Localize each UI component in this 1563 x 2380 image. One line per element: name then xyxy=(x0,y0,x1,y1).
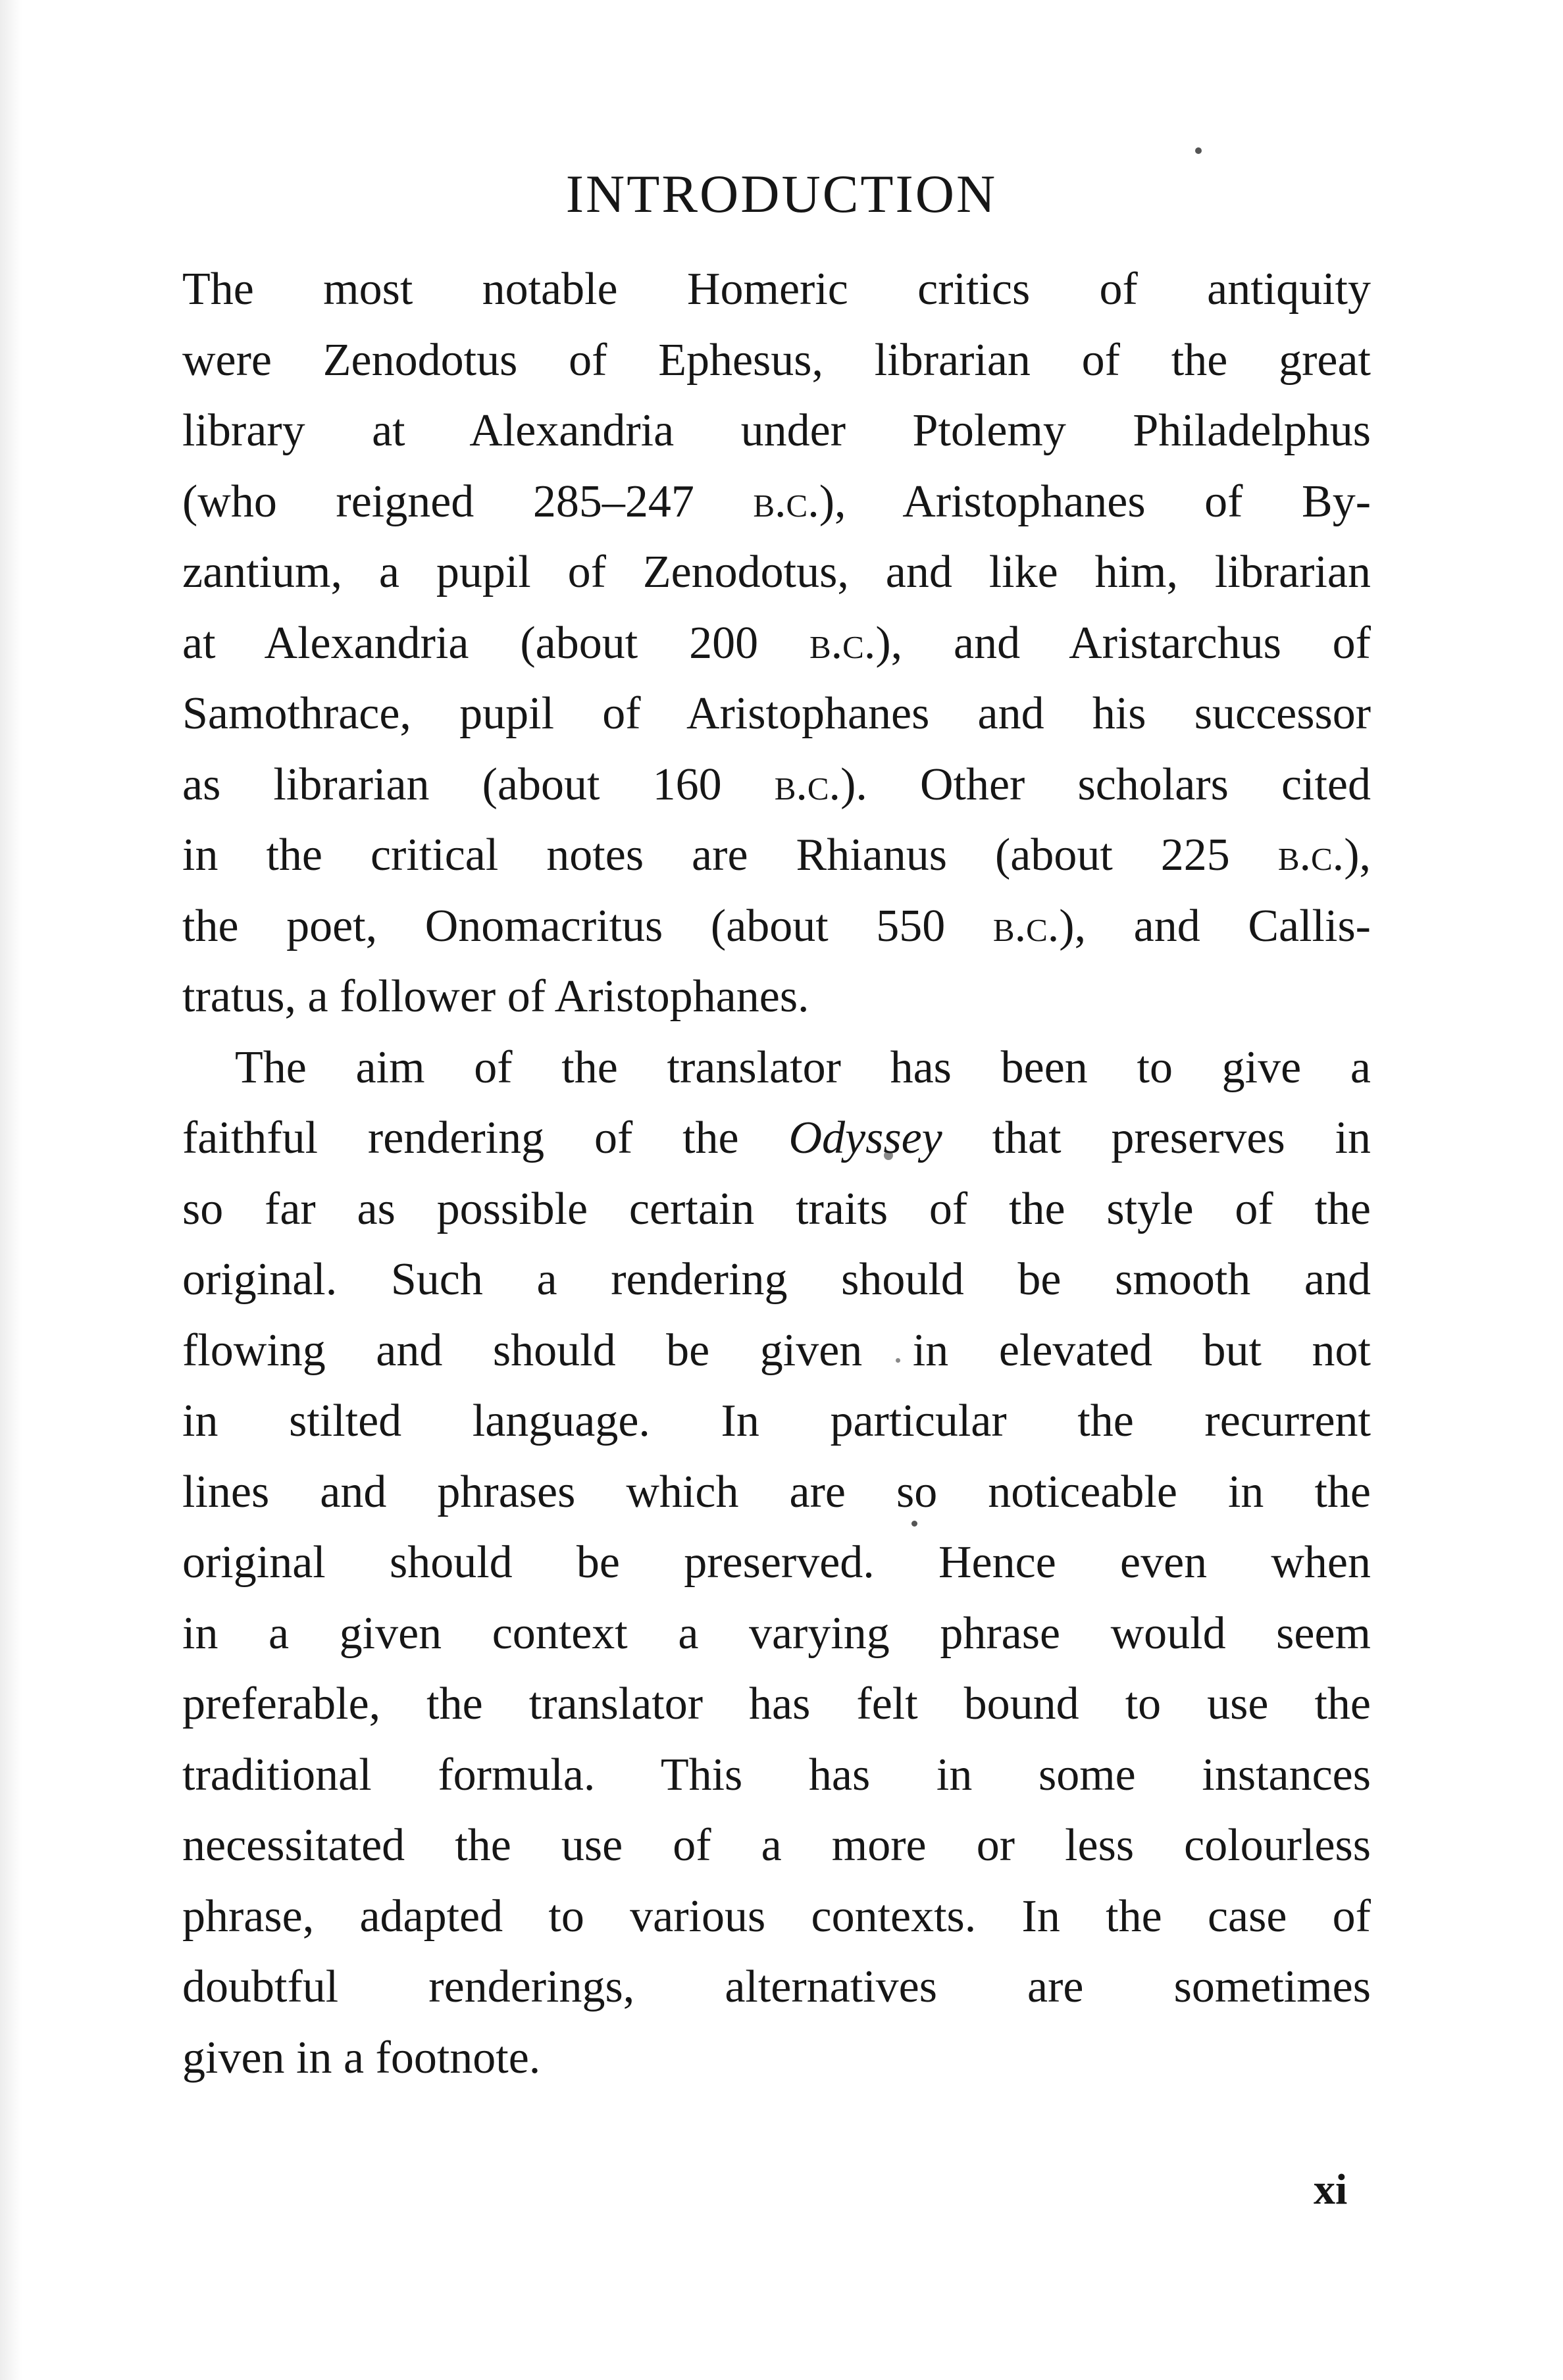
italic-title: Odyssey xyxy=(788,1113,942,1163)
text-run: that preserves in xyxy=(942,1113,1371,1163)
date-abbreviation: b.c. xyxy=(774,759,841,810)
page-number: xi xyxy=(1314,2165,1348,2214)
date-abbreviation: b.c. xyxy=(992,900,1060,951)
text-line xyxy=(182,1103,1371,1174)
text-run: (who reigned 285–247 xyxy=(182,476,754,527)
text-run: faithful rendering of the xyxy=(182,1113,789,1163)
text-run: ), Aristophanes of By- xyxy=(819,476,1371,527)
text-line: lines and phrases which are so noticeable in the xyxy=(182,1466,1371,1517)
text-line xyxy=(182,749,1371,821)
text-line: traditional formula. This has in some instances xyxy=(182,1749,1371,1800)
body-text xyxy=(182,254,1371,2093)
text-line: flowing and should be given in elevated but not xyxy=(182,1325,1371,1376)
date-abbreviation: b.c. xyxy=(1277,830,1345,880)
text-line xyxy=(182,467,1371,538)
text-run: ), and Callis- xyxy=(1059,900,1371,951)
text-run: the poet, Onomacritus (about 550 xyxy=(182,900,993,951)
text-run: ). Other scholars cited xyxy=(840,759,1371,810)
text-line: were Zenodotus of Ephesus, librarian of the great xyxy=(182,334,1371,386)
text-line: in stilted language. In particular the recurrent xyxy=(182,1396,1371,1446)
text-run: ), and Aristarchus of xyxy=(875,617,1371,669)
page-edge-shadow xyxy=(0,0,22,2380)
text-line xyxy=(182,608,1371,679)
text-line: necessitated the use of a more or less colourless xyxy=(182,1820,1371,1871)
text-line: preferable, the translator has felt bound to use the xyxy=(182,1679,1371,1729)
ink-speck xyxy=(1195,147,1202,154)
text-run: ), xyxy=(1344,830,1371,880)
text-line: zantium, a pupil of Zenodotus, and like him, librarian xyxy=(182,547,1371,597)
text-line xyxy=(182,891,1371,962)
text-line: original. Such a rendering should be smooth and xyxy=(182,1254,1371,1305)
text-line xyxy=(182,820,1371,891)
date-abbreviation: b.c. xyxy=(753,476,819,527)
text-run: in the critical notes are Rhianus (about 225 xyxy=(182,830,1278,880)
text-line: The most notable Homeric critics of antiquity xyxy=(182,264,1371,315)
text-line: given in a footnote. xyxy=(182,2032,541,2083)
text-line: in a given context a varying phrase would seem xyxy=(182,1608,1371,1659)
date-abbreviation: b.c. xyxy=(809,617,876,669)
text-line: original should be preserved. Hence even when xyxy=(182,1537,1371,1588)
text-line: so far as possible certain traits of the style of the xyxy=(182,1183,1371,1234)
page-heading: INTRODUCTION xyxy=(565,164,998,224)
text-line: The aim of the translator has been to give a xyxy=(235,1042,1371,1093)
text-line: Samothrace, pupil of Aristophanes and his successor xyxy=(182,688,1371,739)
text-run: as librarian (about 160 xyxy=(182,759,775,810)
text-run: at Alexandria (about 200 xyxy=(182,617,809,669)
text-line: phrase, adapted to various contexts. In the case of xyxy=(182,1890,1371,1942)
text-line: library at Alexandria under Ptolemy Philadelphus xyxy=(182,405,1371,456)
text-line: doubtful renderings, alternatives are sometimes xyxy=(182,1962,1371,2012)
text-line: tratus, a follower of Aristophanes. xyxy=(182,971,809,1022)
